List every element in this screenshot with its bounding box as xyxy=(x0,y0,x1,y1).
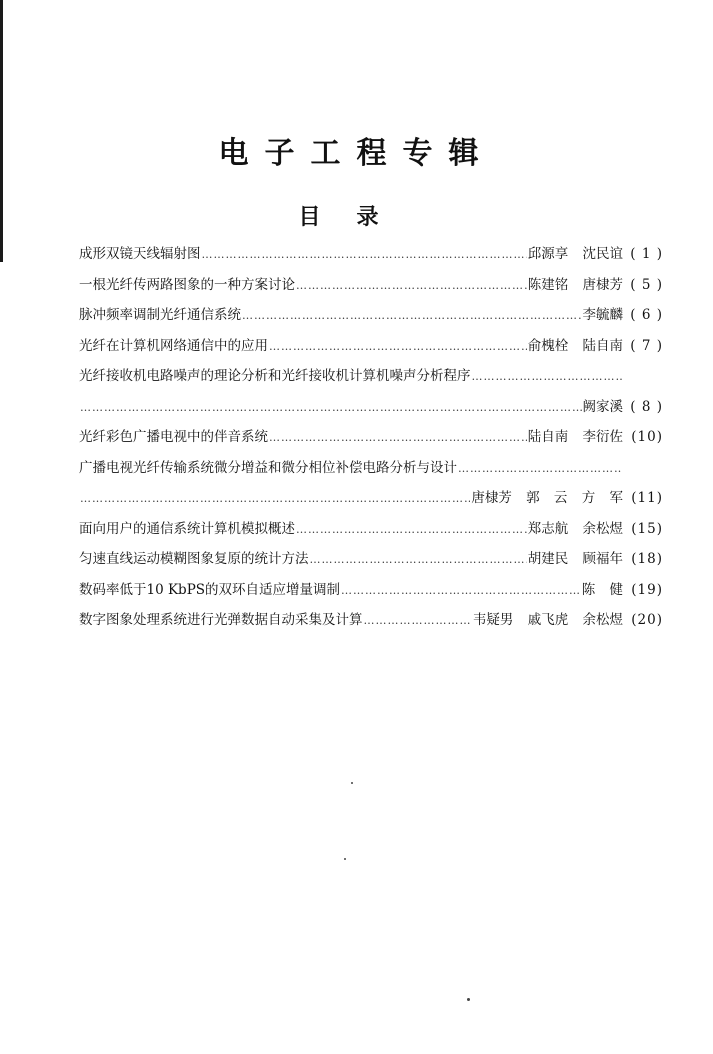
toc-entry xyxy=(79,395,663,426)
entry-authors: 阙家溪 xyxy=(582,398,623,415)
dot-leader xyxy=(472,370,623,383)
entry-title: 光纤在计算机网络通信中的应用 xyxy=(79,337,268,354)
entry-title: 数码率低于10 KbPS的双环自适应增量调制 xyxy=(79,581,341,598)
toc-entry xyxy=(79,273,663,304)
entry-title: 面向用户的通信系统计算机模拟概述 xyxy=(79,520,295,537)
entry-authors: 俞槐栓 陆自南 xyxy=(527,337,623,354)
entry-authors: 唐棣芳 郭 云 方 军 xyxy=(471,490,623,506)
entry-title: 匀速直线运动模糊图象复原的统计方法 xyxy=(79,551,309,567)
toc-entry xyxy=(79,425,663,456)
dot-leader xyxy=(341,584,581,597)
entry-title: 光纤接收机电路噪声的理论分析和光纤接收机计算机噪声分析程序 xyxy=(79,368,471,384)
entry-authors: 胡建民 顾福年 xyxy=(527,551,623,567)
toc-heading: 目录 xyxy=(298,205,415,230)
toc-entry xyxy=(79,578,663,609)
dot-leader xyxy=(458,462,622,475)
entry-page: (10) xyxy=(631,429,663,445)
entry-title: 光纤彩色广播电视中的伴音系统 xyxy=(79,429,268,445)
scan-speck xyxy=(351,782,353,784)
dot-leader xyxy=(364,614,472,627)
toc-entry xyxy=(79,456,663,487)
dot-leader xyxy=(80,492,470,505)
dot-leader xyxy=(80,401,582,414)
scan-speck xyxy=(344,858,346,860)
entry-page: ( 8 ) xyxy=(630,398,663,415)
page-title: 电子工程专辑 xyxy=(218,136,495,171)
entry-page: (19) xyxy=(631,581,663,598)
entry-page: ( 5 ) xyxy=(630,276,663,293)
dot-leader xyxy=(269,431,527,444)
toc-entry xyxy=(79,486,663,517)
entry-page: ( 1 ) xyxy=(630,246,663,262)
entry-authors: 陈建铭 唐棣芳 xyxy=(527,276,623,293)
table-of-contents xyxy=(79,242,663,639)
entry-title: 一根光纤传两路图象的一种方案讨论 xyxy=(79,276,295,293)
dot-leader xyxy=(310,553,527,566)
dot-leader xyxy=(269,340,527,353)
dot-leader xyxy=(296,523,527,536)
entry-page: (20) xyxy=(631,612,663,628)
toc-entry xyxy=(79,547,663,578)
entry-page: ( 7 ) xyxy=(630,337,663,354)
entry-page: (18) xyxy=(631,551,663,567)
toc-entry xyxy=(79,608,663,639)
entry-title: 广播电视光纤传输系统微分增益和微分相位补偿电路分析与设计 xyxy=(79,459,457,476)
scan-speck xyxy=(467,998,470,1001)
entry-authors: 郑志航 余松煜 xyxy=(527,520,623,537)
entry-authors: 李毓麟 xyxy=(582,307,623,323)
entry-page: ( 6 ) xyxy=(630,307,663,323)
toc-entry xyxy=(79,303,663,334)
toc-entry xyxy=(79,517,663,548)
entry-title: 成形双镜天线辐射图 xyxy=(79,246,201,262)
entry-authors: 陆自南 李衍佐 xyxy=(527,429,623,445)
toc-entry xyxy=(79,242,663,273)
entry-title: 脉冲频率调制光纤通信系统 xyxy=(79,307,241,323)
dot-leader xyxy=(242,309,582,322)
entry-authors: 韦疑男 戚飞虎 余松煜 xyxy=(472,612,623,628)
entry-page: (11) xyxy=(631,490,663,506)
toc-entry xyxy=(79,334,663,365)
entry-title: 数字图象处理系统进行光弹数据自动采集及计算 xyxy=(79,612,363,628)
entry-authors: 陈 健 xyxy=(581,581,623,598)
toc-entry xyxy=(79,364,663,395)
entry-authors: 邱源享 沈民谊 xyxy=(527,246,623,262)
dot-leader xyxy=(296,279,527,292)
entry-page: (15) xyxy=(631,520,663,537)
dot-leader xyxy=(202,248,527,261)
